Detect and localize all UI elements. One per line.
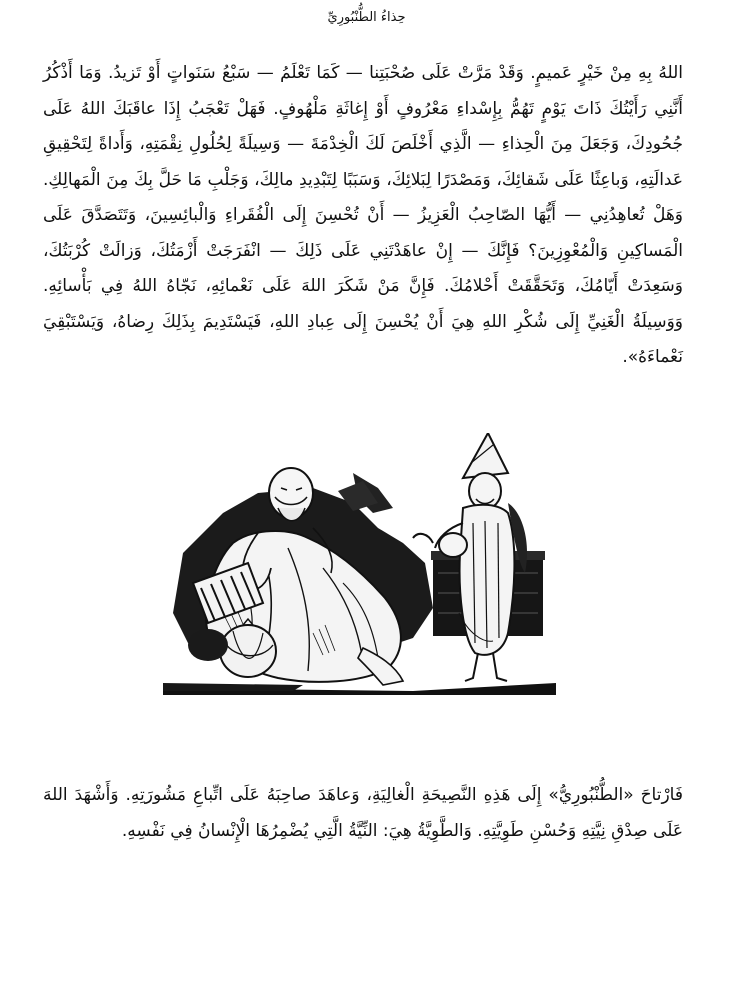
- main-text-block: [43, 56, 683, 376]
- main-paragraph: اللهُ بِهِ مِنْ خَيْرٍ عَميمٍ. وَقَدْ مَرَّتْ عَلَى صُحْبَتِنا — كَمَا تَعْلَمُ — سَبْعُ سَنَواتٍ أَوْ تَزيدُ. وَمَا أَذْكُرُ أَنَّنِي رَأَيْتُكَ ذَاتَ يَوْمٍ تَهُمُّ بِإِسْداءِ مَعْرُوفٍ أَوْ إِغاثَةِ مَلْهُوفٍ. فَهَلْ تَعْجَبُ إِذَا عاقَبَكَ اللهُ عَلَى جُحُودِكَ، وَجَعَلَ مِنَ الْحِذاءِ — الَّذِي أَخْلَصَ لَكَ الْخِدْمَةَ — وَسِيلَةً لِحُلُولِ نِقْمَتِهِ، وَأَداةً لِتَحْقِيقِ عَدالَتِهِ، وَباعِثًا عَلَى شَقائِكَ، وَمَصْدَرًا لِبَلائِكَ، وَسَبَبًا لِتَبْدِيدِ مالِكَ، وَجَلْبِ مَا حَلَّ بِكَ مِنَ الْمَهالِكِ. وَهَلْ تُعاهِدُنِي — أَيُّهَا الصّاحِبُ الْعَزِيزُ — أَنْ تُحْسِنَ إِلَى الْفُقَراءِ وَالْبائِسِينَ، وَتَتَصَدَّقَ عَلَى الْمَساكِينِ وَالْمُعْوِزِينَ؟ فَإِنَّكَ — إِنْ عاهَدْتَنِي عَلَى ذَلِكَ — انْفَرَجَتْ أَزْمَتُكَ، وَزالَتْ كُرْبَتُكَ، وَسَعِدَتْ أَيّامُكَ، وَتَحَقَّقَتْ أَحْلامُكَ. فَإِنَّ مَنْ شَكَرَ اللهَ عَلَى نَعْمائِهِ، نَجّاهُ اللهُ فِي بَأْسائِهِ. وَوَسِيلَةُ الْغَنِيِّ إِلَى شُكْرِ اللهِ هِيَ أَنْ يُحْسِنَ إِلَى عِبادِ اللهِ، فَيَسْتَدِيمَ بِذَلِكَ رِضاهُ، وَيَسْتَبْقِيَ نَعْماءَهُ».: [43, 63, 683, 367]
- closing-paragraph: فَارْتاحَ «الطُّنْبُورِيُّ» إِلَى هَذِهِ النَّصِيحَةِ الْغالِيَةِ، وَعاهَدَ صاحِبَهُ عَلَى اتِّباعِ مَشُورَتِهِ. وَأَشْهَدَ اللهَ عَلَى صِدْقِ نِيَّتِهِ وَحُسْنِ طَوِيَّتِهِ. وَالطَّوِيَّةُ هِيَ: النِّيَّةُ الَّتِي يُضْمِرُهَا الْإِنْسانُ فِي نَفْسِهِ.: [43, 785, 683, 841]
- closing-text-block: [43, 778, 683, 849]
- illustration-old-man-and-sage: [163, 433, 556, 695]
- page-header: [0, 8, 733, 28]
- page-title: حِذاءُ الطُّنْبُورِيِّ: [327, 10, 406, 25]
- held-pot: [439, 533, 467, 557]
- sage-hat: [463, 433, 508, 478]
